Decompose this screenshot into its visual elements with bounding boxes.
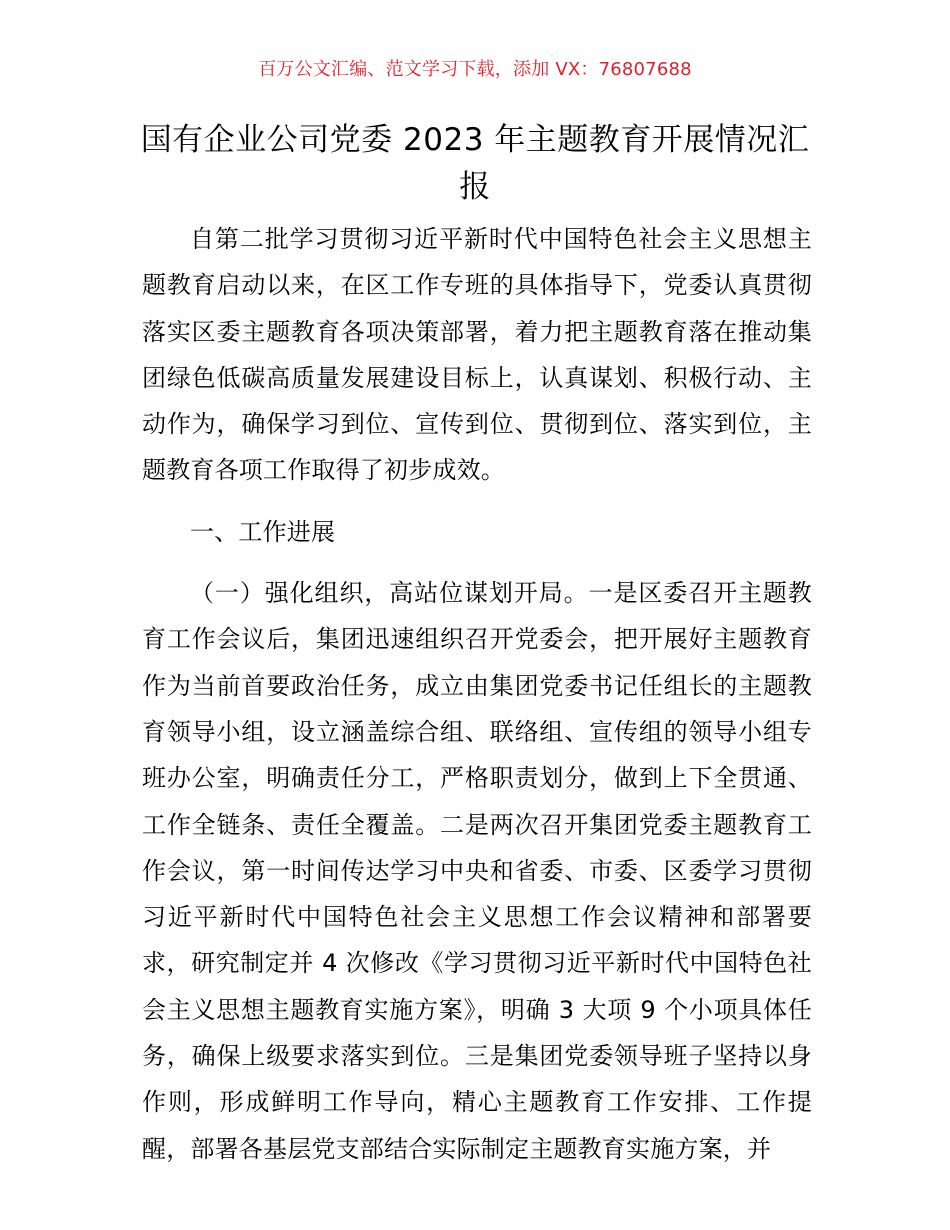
page-title: 国有企业公司党委 2023 年主题教育开展情况汇报 xyxy=(140,122,810,205)
document-body xyxy=(142,216,812,1172)
section-heading: 一、工作进展 xyxy=(190,517,336,546)
section-paragraph: （一）强化组织，高站位谋划开局。一是区委召开主题教育工作会议后，集团迅速组织召开党委会，把开展好主题教育作为当前首要政治任务，成立由集团党委书记任组长的主题教育领导小组，设立涵盖综合组、联络组、宣传组的领导小组专班办公室，明确责任分工，严格职责划分，做到上下全贯通、工作全链条、责任全覆盖。二是两次召开集团党委主题教育工作会议，第一时间传达学习中央和省委、市委、区委学习贯彻习近平新时代中国特色社会主义思想工作会议精神和部署要求，研究制定并 4 次修改《学习贯彻习近平新时代中国特色社会主义思想主题教育实施方案》，明确 3 大项 9 个小项具体任务，确保上级要求落实到位。三是集团党委领导班子坚持以身作则，形成鲜明工作导向，精心主题教育工作安排、工作提醒，部署各基层党支部结合实际制定主题教育实施方案，并 xyxy=(142,579,812,1163)
intro-paragraph: 自第二批学习贯彻习近平新时代中国特色社会主义思想主题教育启动以来，在区工作专班的具体指导下，党委认真贯彻落实区委主题教育各项决策部署，着力把主题教育落在推动集团绿色低碳高质量发展建设目标上，认真谋划、积极行动、主动作为，确保学习到位、宣传到位、贯彻到位、落实到位，主题教育各项工作取得了初步成效。 xyxy=(142,225,812,485)
header-note: 百万公文汇编、范文学习下载，添加 VX：76807688 xyxy=(258,59,692,80)
